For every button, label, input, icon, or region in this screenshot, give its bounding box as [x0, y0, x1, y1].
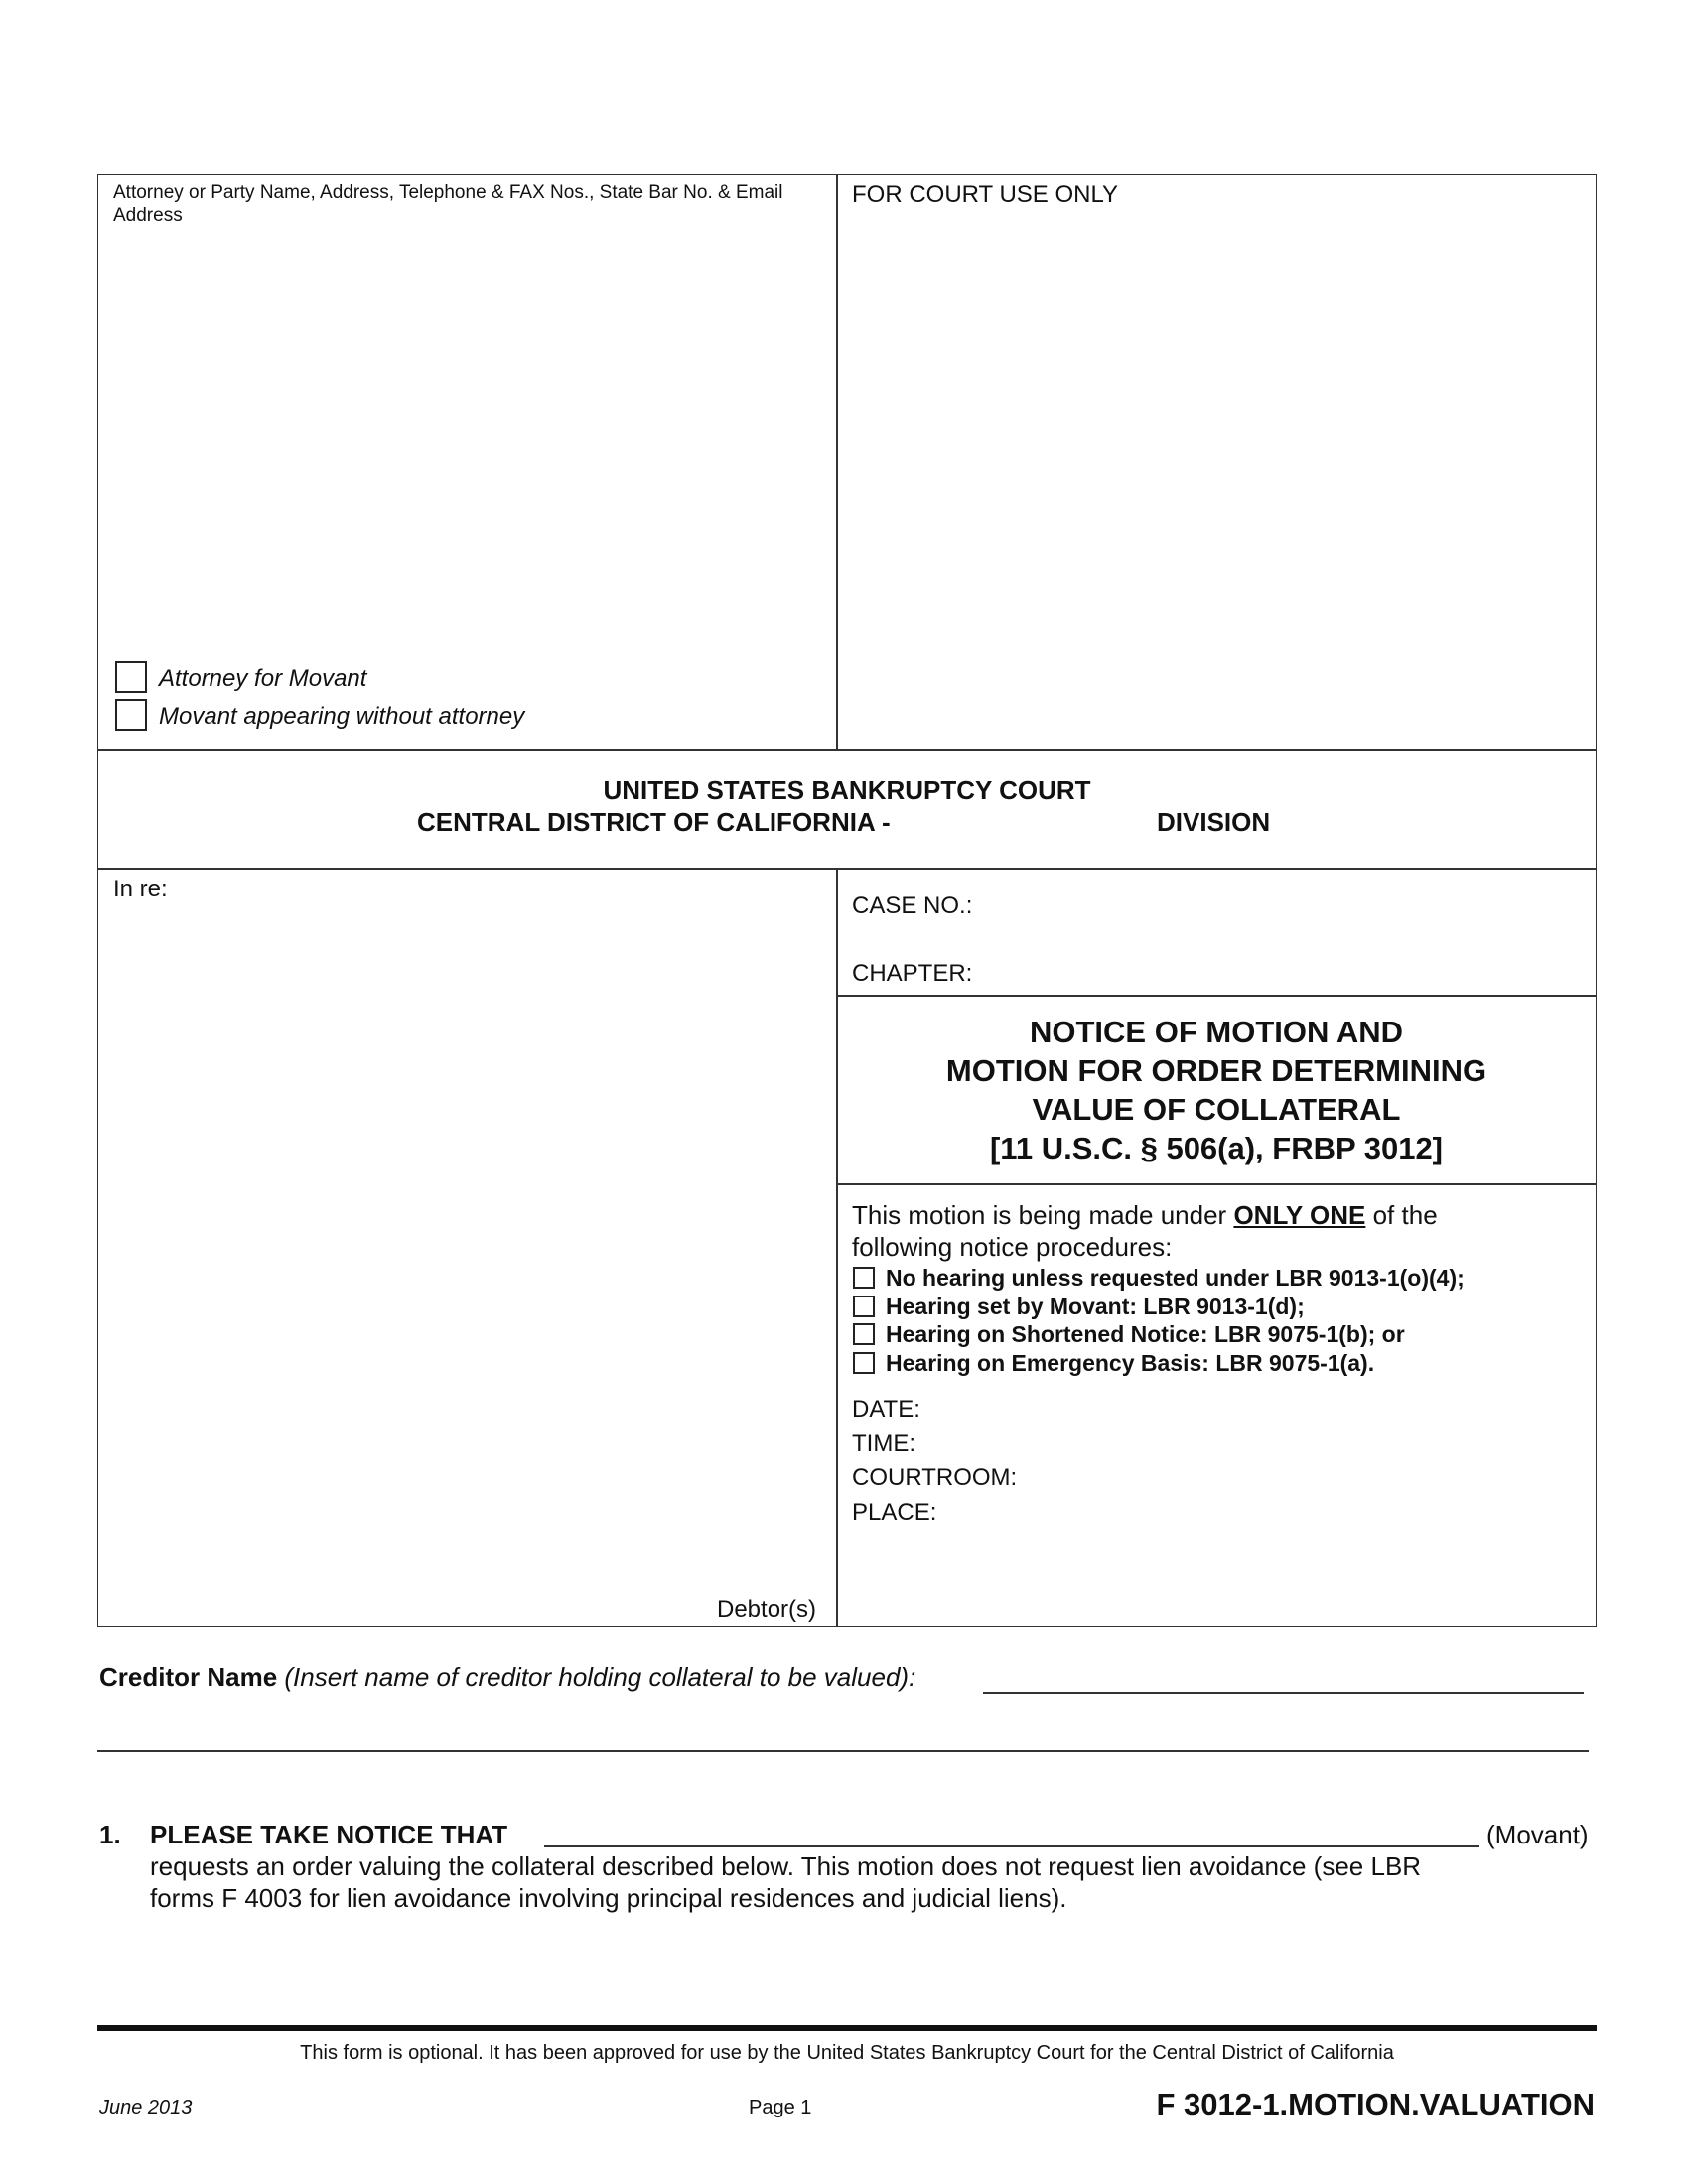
- hearing-time-label: TIME:: [852, 1431, 915, 1457]
- footer-form-id: F 3012-1.MOTION.VALUATION: [1156, 2087, 1595, 2121]
- creditor-name-underline[interactable]: [983, 1692, 1584, 1694]
- procedure-emergency-checkbox[interactable]: [853, 1352, 875, 1374]
- procedure-no-hearing-checkbox[interactable]: [853, 1267, 875, 1289]
- creditor-name-label: Creditor Name: [99, 1662, 278, 1692]
- debtor-label: Debtor(s): [717, 1596, 817, 1623]
- attorney-for-movant-checkbox[interactable]: [115, 661, 147, 693]
- procedure-intro-line2: following notice procedures:: [852, 1232, 1173, 1262]
- motion-title-line: [11 U.S.C. § 506(a), FRBP 3012]: [989, 1131, 1444, 1165]
- procedure-shortened-notice-checkbox[interactable]: [853, 1323, 875, 1345]
- procedure-hearing-set-checkbox[interactable]: [853, 1296, 875, 1317]
- divider-lower-vertical: [836, 868, 838, 1627]
- hearing-date-label: DATE:: [852, 1396, 920, 1423]
- footer-page: Page 1: [749, 2097, 812, 2118]
- footer-rule: [97, 2025, 1597, 2031]
- footer-approval: This form is optional. It has been approved for use by the United States Bankruptcy Court for the Central District of California: [300, 2042, 1394, 2064]
- case-no-label: CASE NO.:: [852, 892, 973, 919]
- procedure-emergency-label: Hearing on Emergency Basis: LBR 9075-1(a).: [886, 1350, 1375, 1376]
- divider-court-top: [97, 749, 1597, 751]
- procedure-intro-post: of the: [1365, 1200, 1438, 1230]
- procedure-hearing-set-label: Hearing set by Movant: LBR 9013-1(d);: [886, 1294, 1305, 1319]
- caption-box: [97, 174, 1597, 1627]
- divider-court-bottom: [97, 868, 1597, 870]
- motion-title-line: MOTION FOR ORDER DETERMINING: [945, 1053, 1487, 1088]
- attorney-info-label: Attorney or Party Name, Address, Telephone & FAX Nos., State Bar No. & Email Address: [113, 182, 783, 226]
- court-use-label: FOR COURT USE ONLY: [852, 181, 1119, 207]
- notice-number: 1.: [99, 1820, 121, 1849]
- procedure-shortened-notice-label: Hearing on Shortened Notice: LBR 9075-1(b); or: [886, 1321, 1405, 1347]
- chapter-label: CHAPTER:: [852, 960, 973, 987]
- creditor-name-hint: (Insert name of creditor holding collateral to be valued): [284, 1662, 910, 1692]
- footer-date: June 2013: [99, 2097, 193, 2118]
- movant-without-attorney-label: Movant appearing without attorney: [159, 703, 525, 730]
- attorney-for-movant-label: Attorney for Movant: [159, 665, 367, 692]
- movant-name-underline[interactable]: [544, 1845, 1479, 1847]
- notice-line3: forms F 4003 for lien avoidance involving principal residences and judicial liens).: [150, 1883, 1067, 1913]
- notice-line2: requests an order valuing the collateral described below. This motion does not request lien avoidance (see LBR: [150, 1851, 1422, 1881]
- in-re-label: In re:: [113, 876, 168, 902]
- divider-title-bottom: [836, 1183, 1597, 1185]
- procedure-intro-emph: ONLY ONE: [1233, 1200, 1366, 1230]
- creditor-name-row: [99, 1662, 915, 1693]
- procedure-no-hearing-label: No hearing unless requested under LBR 9013-1(o)(4);: [886, 1265, 1465, 1291]
- hearing-place-label: PLACE:: [852, 1499, 937, 1526]
- hearing-courtroom-label: COURTROOM:: [852, 1464, 1018, 1491]
- creditor-name-colon: :: [909, 1662, 916, 1692]
- procedure-intro: [852, 1199, 1587, 1263]
- divider-top-vertical: [836, 174, 838, 750]
- creditor-name-second-line[interactable]: [97, 1750, 1589, 1752]
- motion-title: [836, 1013, 1597, 1167]
- divider-title-top: [836, 995, 1597, 997]
- division-label: DIVISION: [1157, 807, 1271, 837]
- movant-without-attorney-checkbox[interactable]: [115, 699, 147, 731]
- notice-movant: (Movant): [1486, 1820, 1589, 1849]
- procedure-intro-pre: This motion is being made under: [852, 1200, 1234, 1230]
- motion-title-line: VALUE OF COLLATERAL: [1032, 1092, 1401, 1127]
- notice-lead: PLEASE TAKE NOTICE THAT: [150, 1820, 508, 1849]
- court-title-line2: CENTRAL DISTRICT OF CALIFORNIA -: [417, 807, 891, 837]
- motion-title-line: NOTICE OF MOTION AND: [1030, 1015, 1403, 1049]
- court-title-line1: UNITED STATES BANKRUPTCY COURT: [603, 775, 1091, 805]
